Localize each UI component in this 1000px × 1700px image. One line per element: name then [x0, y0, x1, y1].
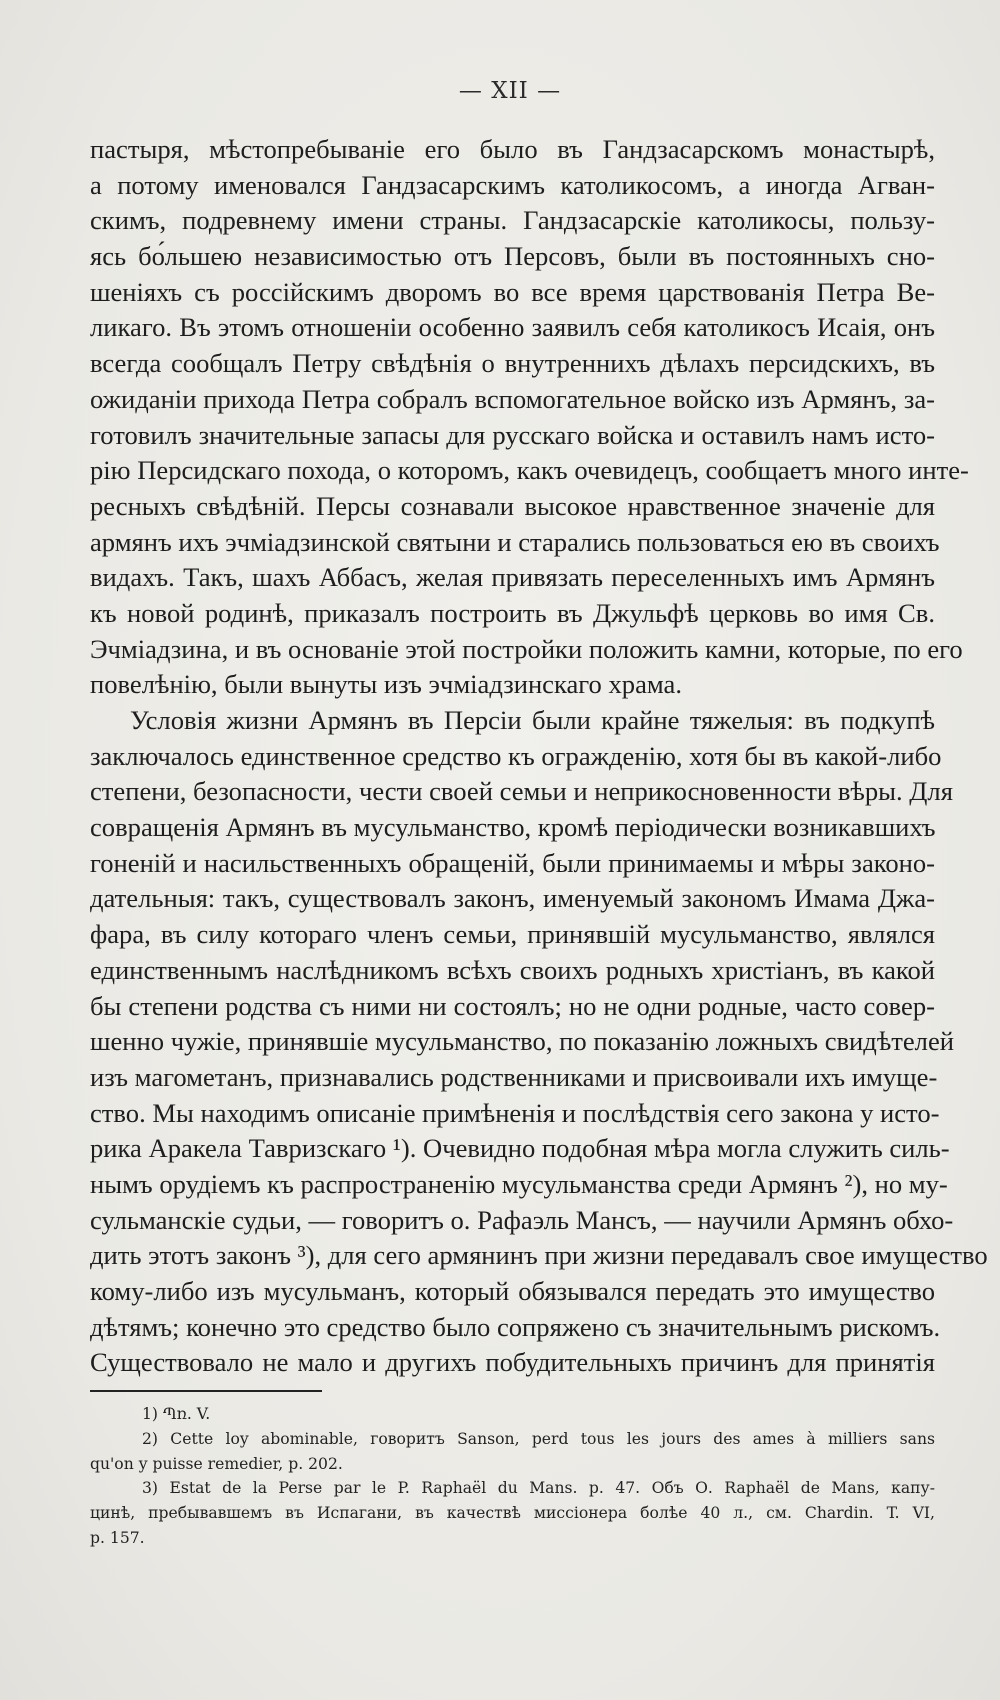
text-line: а потому именовался Гандзасарскимъ католикосомъ, а иногда Агван-	[90, 169, 935, 200]
text-line: готовилъ значительные запасы для русскаго войска и оставилъ намъ исто-	[90, 419, 935, 450]
text-line: шенно чужіе, принявшіе мусульманство, по показанію ложныхъ свидѣтелей	[90, 1026, 954, 1057]
text-line: скимъ, подревнему имени страны. Гандзасарскіе католикосы, пользу-	[90, 205, 935, 236]
footnotes	[90, 1402, 935, 1551]
text-line: къ новой родинѣ, приказалъ построить въ Джульфѣ церковь во имя Св.	[90, 597, 935, 628]
text-line: дѣтямъ; конечно это средство было сопряжено съ значительнымъ рискомъ.	[90, 1311, 941, 1342]
text-line: совращенія Армянъ въ мусульманство, кромѣ періодически возникавшихъ	[90, 812, 936, 843]
text-line: бы степени родства съ ними ни состоялъ; но не одни родные, часто совер-	[90, 990, 935, 1021]
page-number: — XII —	[458, 78, 562, 104]
text-line: Существовало не мало и другихъ побудительныхъ причинъ для принятія	[90, 1347, 935, 1378]
main-text	[90, 132, 988, 1381]
text-line: Эчміадзина, и въ основаніе этой постройки положить камни, которые, по его	[90, 633, 963, 664]
text-line: видахъ. Такъ, шахъ Аббасъ, желая привязать переселенныхъ имъ Армянъ	[90, 562, 935, 593]
paragraph-first-line: Условія жизни Армянъ въ Персіи были крайне тяжелыя: въ подкупѣ	[130, 705, 935, 735]
text-line: единственнымъ наслѣдникомъ всѣхъ своихъ родныхъ христіанъ, въ какой	[90, 954, 935, 985]
footnote-3: 3) Estat de la Perse par le P. Raphaël du Mans. p. 47. Объ О. Raphaël de Mans, капу-	[142, 1479, 935, 1498]
footnote-3-end: p. 157.	[90, 1528, 145, 1547]
text-line: всегда сообщалъ Петру свѣдѣнія о внутреннихъ дѣлахъ персидскихъ, въ	[90, 348, 935, 379]
text-line: степени, безопасности, чести своей семьи и неприкосновенности вѣры. Для	[90, 776, 953, 807]
footnote-separator	[90, 1390, 322, 1392]
text-line: армянъ ихъ эчміадзинской святыни и старались пользоваться ею въ своихъ	[90, 526, 940, 557]
footnote-1: 1) Պռ. V.	[142, 1405, 211, 1423]
text-line: заключалось единственное средство къ огражденію, хотя бы въ какой-либо	[90, 740, 942, 771]
text-line: дить этотъ законъ ³), для сего армянинъ при жизни передавалъ свое имущество	[90, 1240, 988, 1271]
text-line: фара, въ силу котораго членъ семьи, принявшій мусульманство, являлся	[90, 919, 935, 950]
text-line: ожиданіи прихода Петра собралъ вспомогательное войско изъ Армянъ, за-	[90, 383, 935, 414]
text-line: пастыря, мѣстопребываніе его было въ Гандзасарскомъ монастырѣ,	[90, 134, 935, 164]
text-line: ясь бо́льшею независимостью отъ Персовъ, были въ постоянныхъ сно-	[90, 241, 935, 272]
text-line: сульманскіе судьи, — говоритъ о. Рафаэль Мансъ, — научили Армянъ обхо-	[90, 1204, 954, 1235]
text-line: шеніяхъ съ россійскимъ дворомъ во все время царствованія Петра Ве-	[90, 276, 935, 307]
text-line: кому-либо изъ мусульманъ, который обязывался передать это имущество	[90, 1276, 935, 1306]
footnote-2: 2) Cette loy abominable, говоритъ Sanson, perd tous les jours des ames à milliers sans	[142, 1429, 935, 1448]
footnote-2-cont: qu'on y puisse remedier, p. 202.	[90, 1454, 343, 1473]
text-line: гоненій и насильственныхъ обращеній, были принимаемы и мѣры законо-	[90, 847, 935, 878]
text-line: ство. Мы находимъ описаніе примѣненія и послѣдствія сего закона у исто-	[90, 1097, 940, 1128]
text-line: нымъ орудіемъ къ распространенію мусульманства среди Армянъ ²), но му-	[90, 1168, 948, 1199]
text-line: ликаго. Въ этомъ отношеніи особенно заявилъ себя католикосъ Исаія, онъ	[90, 312, 935, 343]
text-line: дательныя: такъ, существовалъ законъ, именуемый закономъ Имама Джа-	[90, 883, 935, 914]
paragraph-end-line: повелѣнію, были вынуты изъ эчміадзинскаго храма.	[90, 669, 682, 700]
text-line: изъ магометанъ, признавались родственниками и присвоивали ихъ имуще-	[90, 1061, 938, 1092]
text-line: рію Персидскаго похода, о которомъ, какъ очевидецъ, сообщаетъ много инте-	[90, 455, 969, 486]
text-line: рика Аракела Тавризскаго ¹). Очевидно подобная мѣра могла служить силь-	[90, 1133, 950, 1164]
footnote-3-cont: цинѣ, пребывавшемъ въ Испагани, въ качествѣ миссіонера болѣе 40 л., см. Chardin. T. VI,	[90, 1504, 935, 1523]
text-line: ресныхъ свѣдѣній. Персы сознавали высокое нравственное значеніе для	[90, 490, 935, 521]
